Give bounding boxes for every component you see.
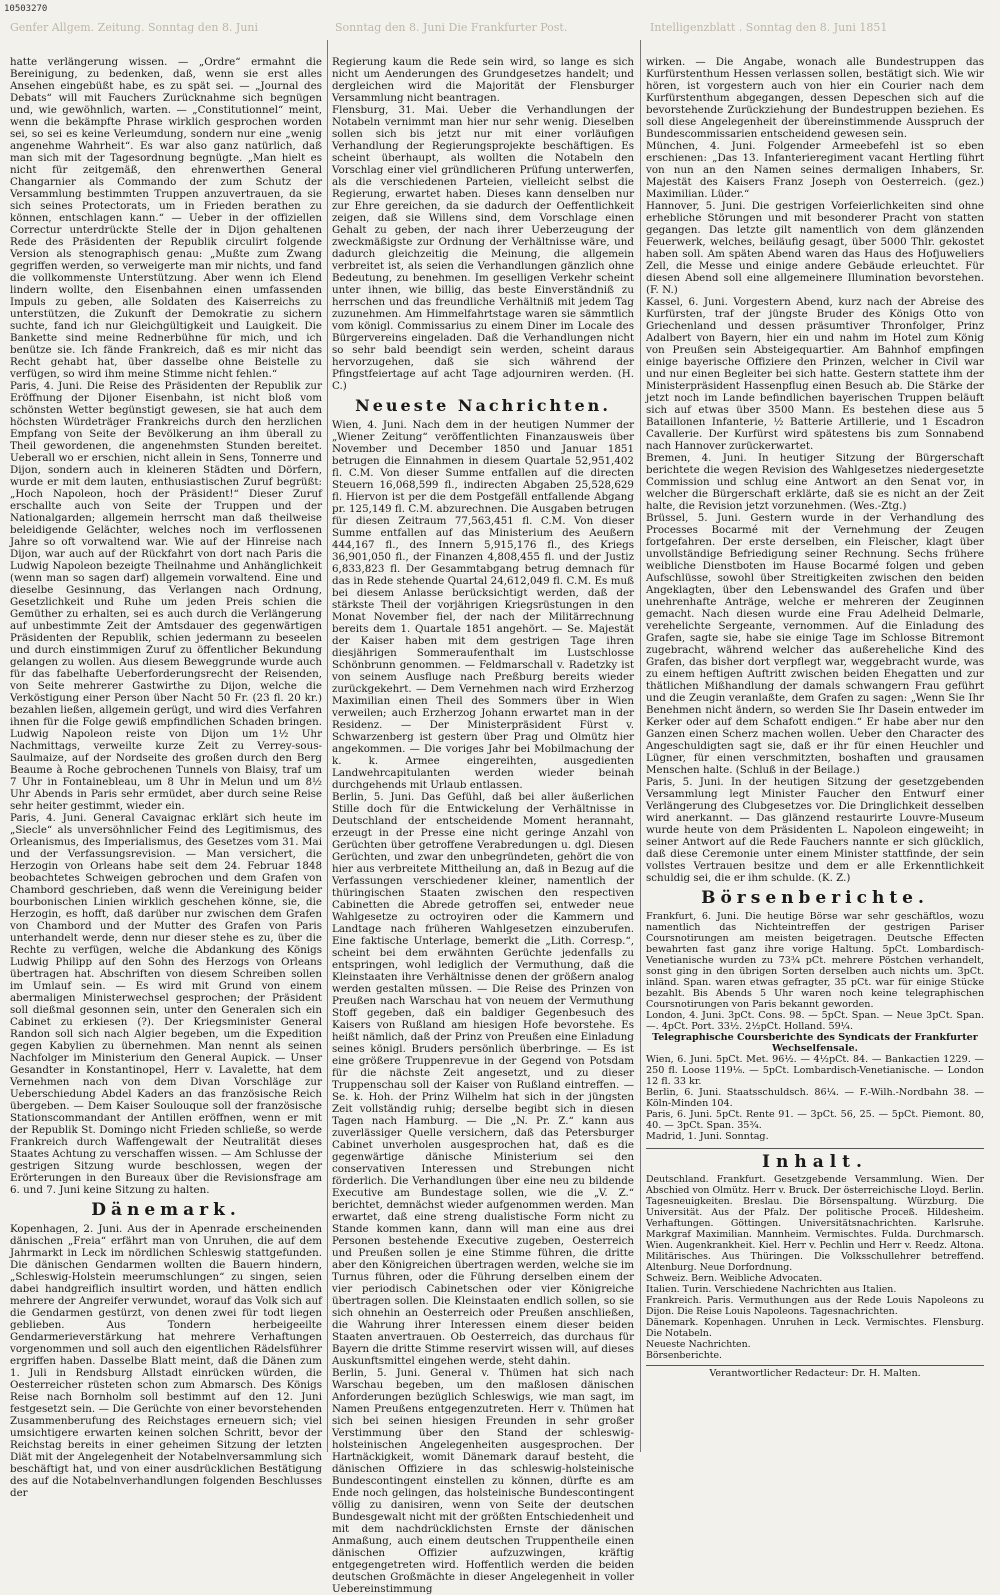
responsible-editor: Verantwortlicher Redacteur: Dr. H. Malten. — [646, 1365, 984, 1380]
toc-entry: Deutschland. Frankfurt. Gesetzgebende Versammlung. Wien. Der Abschied von Olmütz. Herr v. Bruck. Der österreichische Lloyd. Berlin. Tagesneuigkeiten. Breslau. Die Börsenspaltung. Würzburg. Die Universität. Aus der Pfalz. Der politische Proceß. Hildesheim. Verhaftungen. Göttingen. Universitätsnachrichten. Karlsruhe. Markgraf Maximilian. Mannheim. Vermischtes. Fulda. Durchmarsch. Wien. Augenkrankheit. Kiel. Herr v. Pechlin und Herr v. Reedz. Altona. Militärisches. Aus Thüringen. Die Volksschullehrer betreffend. Altenburg. Neue Dorfordnung. — [646, 1174, 984, 1273]
bourse-entry: Wien, 6. Juni. 5pCt. Met. 96½. — 4½pCt. 84. — Bankactien 1229. — 250 fl. Loose 119⅛. — 5pCt. Lombardisch-Venetianische. — London 12 fl. 33 kr. — [646, 1054, 984, 1087]
article-paragraph: Paris, 4. Juni. Die Reise des Präsidenten der Republik zur Eröffnung der Dijoner Eisenbahn, ist nicht bloß vom schönsten Wetter begünstigt gewesen, sie hat auch dem höchsten Würdeträger Frankreichs durch den herzlichen Empfang von Seite der Bevölkerung an ihm überall zu Theil gewordenen, die angenehmsten Stunden bereitet. Ueberall wo er erschien, nicht allein in Sens, Tonnerre und Dijon, sondern auch in kleineren Städten und Dörfern, wurde er mit dem lauten, enthusiastischen Zuruf begrüßt: „Hoch Napoleon, hoch der Präsident!“ Dieser Zuruf erschallte auch von Seite der Truppen und der Nationalgarden; allgemein herrscht man daß theilweise beleidigende Gelächter, welches noch im verflossenen Jahre so oft vorwaltend war. Wie auf der Hinreise nach Dijon, war auch auf der Rückfahrt von dort nach Paris die Ludwig Napoleon bezeigte Theilnahme und Anhänglichkeit (wenn man so sagen darf) allgemein vorwaltend. Eine und dieselbe Gesinnung, das Verlangen nach Ordnung, Gesetzlichkeit und Ruhe um jeden Preis schien die Gemüther zu erhalten, sei es auch durch die Verlängerung auf unbestimmte Zeit der Amtsdauer des gegenwärtigen Präsidenten der Republik, schien jedermann zu beseelen und durch einstimmigen Zuruf zu öffentlicher Bekundung gelangen zu wollen. Aus diesem Beweggrunde wurde auch für das fabelhafte Ueberforderungsrecht der Reisenden, von Seite mehrerer Gastwirthe zu Dijon, welche die Verköstigung einer Person über Nacht 50 Fr. (23 fl. 20 kr.) bezahlen ließen, allgemein gerügt, und wird dies Verfahren ihnen für die Folge gewiß empfindlichen Schaden bringen. Ludwig Napoleon reiste von Dijon um 1½ Uhr Nachmittags, verweilte kurze Zeit zu Verrey-sous-Saulmaize, auf der Nordseite des großen durch den Berg Beaume à Roche gebrochenen Tunnels von Blaisy, traf um 7 Uhr in Fontainebleau, um 8 Uhr in Melun und um 8½ Uhr Abends in Paris sehr ermüdet, aber durch seine Reise sehr heiter gestimmt, wieder ein. — [10, 380, 322, 812]
section-heading-neueste-nachrichten: Neueste Nachrichten. — [355, 396, 611, 415]
column-rule — [327, 40, 328, 1452]
bourse-reports — [646, 911, 984, 1142]
article-paragraph: hatte verlängerung wissen. — „Ordre“ ermahnt die Bereinigung, zu bedenken, daß, wenn sie erst alles Ansehen eingebüßt habe, es zu spät sei. — „Journal des Debats“ will mit Fauchers Zurücknahme sich begnügen und, wie gewöhnlich, warten. — „Constitutionnel“ meint, wenn die bekämpfte Phrase wirklich gesprochen worden sei, so sei es keine Verleumdung, sondern nur eine „wenig angenehme Wahrheit“. Es war also ganz natürlich, daß man sich mit der Tagesordnung begnügte. „Man hielt es nicht für zeitgemäß, den ehrenwerthen General Changarnier als Commando der zum Schutz der Versammlung bestimmten Truppen anzuvertrauen, da sie sich seines Protectorats, um in Frieden berathen zu können, entschlagen kann.“ — Ueber in der offiziellen Correctur unterdrückte Stelle der in Dijon gehaltenen Rede des Präsidenten der Republik circulirt folgende Version als stenographisch genau: „Mußte zum Zwang gegriffen werden, so verweigerte man mir nichts, und fand die vollkommenste Unterstützung. Aber wenn ich Elend lindern wollte, den Eisenbahnen einen umfassenden Impuls zu geben, alle Soldaten des Kaiserreichs zu unterstützen, die Zukunft der Demokratie zu sichern suchte, fand ich nur Gleichgültigkeit und Lauigkeit. Die Bankette sind meine Rednerbühne für mich, und ich benütze sie. Ich fände Frankreich, daß es mir nicht das Recht gehabt hat, über dasselbe ohne Beistelle zu verfügen, so wird ihm meine Stimme nicht fehlen.“ — [10, 56, 322, 380]
column-rule — [640, 40, 641, 1452]
toc-entry: Dänemark. Kopenhagen. Unruhen in Leck. Vermischtes. Flensburg. Die Notabeln. — [646, 1317, 984, 1339]
column-3 — [646, 56, 984, 1452]
section-heading-boersenberichte: Börsenberichte. — [701, 888, 929, 908]
article-paragraph: Paris, 4. Juni. General Cavaignac erklärt sich heute im „Siecle“ als unversöhnlicher Feind des Legitimismus, des Orleanismus, des Imperialismus, des Gesetzes vom 31. Mai und der Verfassungsrevision. — Man versichert, die Herzogin von Orleans habe seit dem 24. Februar 1848 beobachtetes Schweigen gebrochen und dem Grafen von Chambord geschrieben, daß wenn die Vereinigung beider bourbonischen Linien wirklich geschehen könne, sie, die Herzogin, es hofft, daß darüber nur zwischen dem Grafen von Chambord und der Mutter des Grafen von Paris unterhandelt werde, denn nur dieser stehe es zu, über die Rechte zu verfügen, welche die Abdankung des Königs Ludwig Philipp auf den Sohn des Herzogs von Orleans übertragen hat. Abschriften von diesem Schreiben sollen im Umlauf sein. — Es wird mit Grund von einem abermaligen Ministerwechsel gesprochen; der Präsident soll dießmal gesonnen sein, unter den Generalen sich ein Cabinet zu erkiesen (?). Der Kriegsminister General Randon soll sich nach Algier begeben, um die Expedition gegen Kabylien zu übernehmen. Man nennt als seinen Nachfolger im Ministerium den General Aupick. — Unser Gesandter in Konstantinopel, Herr v. Lavalette, hat dem Vernehmen nach von dem Divan Vorschläge zur Ueberschiedung Abdel Kaders an das französische Reich übergeben. — Dem Kaiser Soulouque soll der französische Stationscommandant der Antillen eröffnen, wenn er mit der Republik St. Domingo nicht Frieden schließe, so werde Frankreich durch Waffengewalt der Neutralität dieses Staates Achtung zu verschaffen wissen. — Am Schlusse der gestrigen Sitzung wurde beschlossen, wegen der Erörterungen in den Bureaux über die Revisionsfrage am 6. und 7. Juni keine Sitzung zu halten. — [10, 812, 322, 1196]
article-paragraph: Bremen, 4. Juni. In heutiger Sitzung der Bürgerschaft berichtete die wegen Revision des Wahlgesetzes niedergesetzte Commission und schlug eine Antwort an den Senat vor, in welcher die Bürgerschaft erklärte, daß sie es nicht an der Zeit halte, die Revision jetzt vorzunehmen. (Wes.-Ztg.) — [646, 452, 984, 512]
toc-entry: Schweiz. Bern. Weibliche Advocaten. — [646, 1273, 823, 1284]
article-paragraph: Berlin, 5. Juni. Das Gefühl, daß bei aller äußerlichen Stille doch für die Entwickelung der Verhältnisse in Deutschland der entscheidende Moment herannaht, erzeugt in der Presse eine nicht geringe Anzahl von Gerüchten über getroffene Verabredungen u. dgl. Diesen Gerüchten, und zwar den unbegründeten, gehört die von hier aus verbreitete Mittheilung an, daß in Bezug auf die Verfassungen verschiedener kleiner, namentlich der thüringischen Staaten zwischen den respectiven Cabinetten die Abrede getroffen sei, entweder neue Wahlgesetze zu octroyiren oder die Kammern und Landtage nach früheren Wahlgesetzen einzuberufen. Eine faktische Unterlage, bemerkt die „Lith. Corresp.“, scheint bei dem erwähnten Gerüchte jedenfalls zu entspringen, wohl lediglich der Vermuthung, daß die Kleinstaaten ihre Verhältnisse denen der größern analog werden gestalten müssen. — Die Reise des Prinzen von Preußen nach Warschau hat von neuem der Vermuthung Stoff gegeben, daß ein baldiger Gegenbesuch des Kaisers von Rußland am hiesigen Hofe bevorstehe. Es heißt nämlich, daß der Prinz von Preußen eine Einladung seines königl. Bruders persönlich überbringe. — Es ist eine größere Truppenrevue in der Gegend von Potsdam für die nächste Zeit angesetzt, und zu dieser Truppenschau soll der Kaiser von Rußland eintreffen. — Se. k. Hoh. der Prinz Wilhelm hat sich in der jüngsten Zeit vollständig ruhig; derselbe begibt sich in diesen Tagen nach Hamburg. — Die „N. Pr. Z.“ kann aus zuverlässiger Quelle versichern, daß das Petersburger Cabinet unverholen ausgesprochen hat, daß es die gegenwärtige dänische Ministerium sei den conservativen Interessen und Strebungen nicht förderlich. Die Verhandlungen über eine neu zu bildende Executive am Bundestage sollen, wie die „V. Z.“ berichtet, demnächst wieder aufgenommen werden. Man erwartet, daß eine streng dualistische Form nicht zu Stande kommen kann, dann will man eine aus drei Personen bestehende Executive zugeben, Oesterreich und Preußen sollen je eine Stimme führen, die dritte aber den Königreichen übertragen werden, welche sie im Turnus führen, oder die Führung derselben einem der vier periodisch Cabinetschen oder vier Königreiche übertragen sollen. Die Kleinstaaten endlich sollen, so sie sich ohnehin an Oesterreich oder Preußen anschließen, die Wahrung ihrer Interessen einem dieser beiden Staaten anvertrauen. Ob Oesterreich, das durchaus für Bayern die dritte Stimme reservirt wissen will, auf dieses Auskunftsmittel eingehen werde, steht dahin. — [332, 791, 634, 1367]
bourse-entry: Madrid, 1. Juni. Sonntag. — [646, 1131, 769, 1142]
bleed-through-header-col3: Intelligenzblatt . Sonntag den 8. Juni 1851 — [650, 21, 888, 34]
table-of-contents — [646, 1174, 984, 1361]
article-paragraph: Wien, 4. Juni. Nach dem in der heutigen Nummer der „Wiener Zeitung“ veröffentlichten Finanzausweis über November und December 1850 und Januar 1851 betrugen die Einnahmen in diesem Quartale 52,951,402 fl. C.M. Von dieser Summe entfallen auf die directen Steuern 16,068,599 fl., indirecten Abgaben 25,528,629 fl. Hiervon ist per die dem Postgefäll entfallende Abgang pr. 125,149 fl. C.M. abzurechnen. Die Ausgaben betrugen für diesen Zeitraum 77,563,451 fl. C.M. Von dieser Summe entfallen auf das Ministerium des Aeußern 444,167 fl., des Innern 5,915,176 fl., des Kriegs 36,901,050 fl., der Finanzen 4,808,455 fl. und der Justiz 6,833,823 fl. Der Gesammtabgang betrug demnach für das in Rede stehende Quartal 24,612,049 fl. C.M. Es muß bei diesem Anlasse berücksichtigt werden, daß der stärkste Theil der vorjährigen Kriegsrüstungen in den Monat November fiel, der nach der Militärrechnung bereits dem 1. Quartale 1851 angehört. — Se. Majestät der Kaiser haben mit dem gestrigen Tage ihren diesjährigen Sommeraufenthalt im Lustschlosse Schönbrunn genommen. — Feldmarschall v. Radetzky ist von seinem Ausfluge nach Preßburg bereits wieder zurückgekehrt. — Dem Vernehmen nach wird Erzherzog Maximilian einen Theil des Sommers über in Wien verweilen; auch Erzherzog Johann erwartet man in der Residenz. — Der Ministerpräsident Fürst v. Schwarzenberg ist gestern über Prag und Olmütz hier angekommen. — Die voriges Jahr bei Mobilmachung der k. k. Armee eingereihten, ausgedienten Landwehrcapitulanten werden wieder beinah durchgehends mit Urlaub entlassen. — [332, 419, 634, 791]
bleed-through-header-col1: Genfer Allgem. Zeitung. Sonntag den 8. Juni — [10, 21, 259, 34]
section-heading-daenemark: Dänemark. — [91, 1200, 241, 1220]
article-paragraph: Regierung kaum die Rede sein wird, so lange es sich nicht um Aenderungen des Grundgesetzes handelt; und dergleichen wird die Majorität der Flensburger Versammlung nicht beantragen. — [332, 56, 634, 104]
bourse-entry: Paris, 6. Juni. 5pCt. Rente 91. — 3pCt. 56, 25. — 5pCt. Piemont. 80, 40. — 3pCt. Span. 35¾. — [646, 1109, 984, 1131]
bourse-entry: Telegraphische Coursberichte des Syndicats der Frankfurter Wechselfensale. — [652, 1032, 978, 1054]
bourse-entry: Berlin, 6. Juni. Staatsschuldsch. 86¼. — F.-Wilh.-Nordbahn 38. — Köln-Minden 104. — [646, 1087, 984, 1109]
toc-entry: Neueste Nachrichten. — [646, 1339, 751, 1350]
article-paragraph: Paris, 5. Juni. In der heutigen Sitzung der gesetzgebenden Versammlung legt Minister Faucher den Entwurf einer Verlängerung des Clubgesetzes vor. Die Dringlichkeit desselben wird anerkannt. — Das glänzend restaurirte Louvre-Museum wurde heute von dem Präsidenten L. Napoleon eingeweiht; in seiner Antwort auf die Rede Fauchers nannte er sich glücklich, daß diese Ceremonie unter einem Minister stattfinde, der sein vollstes Vertrauen besitze und dem er alle Erkenntlichkeit schuldig sei, die er ihm schulde. (K. Z.) — [646, 776, 984, 884]
article-paragraph: Brüssel, 5. Juni. Gestern wurde in der Verhandlung des Processes Bocarmé mit der Vernehmung der Zeugen fortgefahren. Der erste derselben, ein Fleischer, klagt über unvollständige Befriedigung seiner Rechnung. Sechs frühere weibliche Dienstboten im Hause Bocarmé folgen und geben Aufschlüsse, sowohl über Streitigkeiten zwischen den beiden Angeklagten, über den Lebenswandel des Grafen und über unehrenhafte Anträge, welche er mehreren der Zeuginnen gemacht. Nach diesen wurde eine Frau Adelheid Delmarle, verehelichte Sergeante, vernommen. Auf die Einladung des Grafen, sagte sie, habe sie einige Tage im Schlosse Bitremont zugebracht, während welcher das außereheliche Kind des Grafen, das bisher dort verpflegt war, weggebracht wurde, was zu einem heftigen Auftritt zwischen beiden Ehegatten und zur thätlichen Mißhandlung der damals schwangern Frau geführt und die Zeugin veranlaßte, dem Grafen zu sagen: „Wenn Sie Ihr Benehmen nicht ändern, so werden Sie Ihr Dasein entweder im Kerker oder auf dem Schafott endigen.“ Er habe aber nur den Ganzen einen Scherz machen wollen. Ueber den Character des Angeschuldigten sagt sie, daß er ihr für einen Heuchler und Lügner, für einen verschmitzten, boshaften und grausamen Menschen halte. (Schluß in der Beilage.) — [646, 512, 984, 776]
article-paragraph: Hannover, 5. Juni. Die gestrigen Vorfeierlichkeiten sind ohne erhebliche Störungen und mit besonderer Pracht von statten gegangen. Das letzte gilt namentlich von dem glänzenden Feuerwerk, welches, beiläufig gesagt, über 5000 Thlr. gekostet haben soll. Am späten Abend waren das Haus des Hofjuweliers Zell, die Messe und einige andere Gebäude erleuchtet. Für diesen Abend soll eine allgemeinere Illumination bevorstehen. (F. N.) — [646, 200, 984, 296]
toc-entry: Frankreich. Paris. Vermuthungen aus der Rede Louis Napoleons zu Dijon. Die Reise Louis Napoleons. Tagesnachrichten. — [646, 1295, 984, 1317]
column-1 — [10, 56, 322, 1499]
article-paragraph: wirken. — Die Angabe, wonach alle Bundestruppen das Kurfürstenthum Hessen verlassen sollen, bestätigt sich. Wie wir hören, ist vorgestern auch von hier ein Courier nach dem Kurfürstenthum abgegangen, dessen Depeschen sich auf die bevorstehende Zurückziehung der Bundestruppen beziehen. Es soll diese Angelegenheit der übereinstimmende Ausspruch der Bundescommissarien entscheidend gewesen sein. — [646, 56, 984, 140]
article-paragraph: Flensburg, 31. Mai. Ueber die Verhandlungen der Notabeln vernimmt man hier nur sehr wenig. Dieselben sollen sich bis jetzt nur mit einer vorläufigen Verhandlung der Regierungsprojekte beschäftigen. Es scheint überhaupt, als wollten die Notabeln den Vorschlag einer viel gründlicheren Prüfung unterwerfen, als die verschiedenen Parteien, vielleicht selbst die Regierung, erwartet haben. Dieses kann denselben nur zur Ehre gereichen, da sie dadurch der Oeffentlichkeit zeigen, daß sie Willens sind, dem Vorschlage einen Gehalt zu geben, der nach ihrer Ueberzeugung der zweckmäßigste zur Ordnung der Verhältnisse wäre, und dadurch gleichzeitig die Meinung, die allgemein verbreitet ist, als seien die Verhandlungen gänzlich ohne Bedeutung, zu benehmen. Im geselligen Verkehr scheint unter ihnen, wie billig, das beste Einverständniß zu herrschen und das freundliche Verhältniß mit jedem Tag zuzunehmen. Am Himmelfahrtstage waren sie sämmtlich vom königl. Commissarius zu einem Diner im Locale des Bürgervereins eingeladen. Daß die Verhandlungen nicht so sehr bald beendigt sein werden, scheint daraus hervorzugehen, daß sie sich während der Pfingstfeiertage auf acht Tage adjourniren werden. (H. C.) — [332, 104, 634, 392]
bourse-entry: London, 4. Juni. 3pCt. Cons. 98. — 5pCt. Span. — Neue 3pCt. Span. —. 4pCt. Port. 33½. 2½pCt. Holland. 59¼. — [646, 1010, 984, 1032]
catalog-id: 10503270 — [4, 4, 48, 14]
toc-entry: Italien. Turin. Verschiedene Nachrichten aus Italien. — [646, 1284, 897, 1295]
article-paragraph: Kassel, 6. Juni. Vorgestern Abend, kurz nach der Abreise des Kurfürsten, traf der jüngste Bruder des Königs Otto von Griechenland und dessen präsumtiver Thronfolger, Prinz Adalbert von Bayern, hier ein und nahm im Hotel zum König von Preußen sein Absteigequartier. Am Bahnhof empfingen einige bayerische Offiziere den Prinzen, welcher in Civil war und nur einen Begleiter bei sich hatte. Gestern stattete ihm der Ministerpräsident Hassenpflug einen Besuch ab. Die Stärke der jetzt noch im Lande befindlichen bayerischen Truppen beläuft sich auf etwas über 3500 Mann. Es bestehen diese aus 5 Bataillonen Infanterie, ½ Batterie Artillerie, und 1 Escadron Cavallerie. Der Kurfürst wird spätestens bis zum Sonnabend nach Hannover zurückerwartet. — [646, 296, 984, 452]
column-2 — [332, 56, 634, 1595]
section-heading-inhalt: Inhalt. — [646, 1148, 984, 1172]
article-paragraph: Kopenhagen, 2. Juni. Aus der in Apenrade erscheinenden dänischen „Freia“ erfährt man von Unruhen, die auf dem Jahrmarkt in Leck im nördlichen Schleswig stattgefunden. Die dänischen Gendarmen wollten die Bauern hindern, „Schleswig-Holstein meerumschlungen“ zu singen, seien dabei handgreiflich insultirt worden, und hätten endlich mehrere der Angreifer verwundet, worauf das Volk sich auf die Gendarmen gestürzt, von denen zwei für todt liegen geblieben. Aus Tondern herbeigeeilte Gendarmerieverstärkung hat mehrere Verhaftungen vorgenommen und soll auch den eigentlichen Rädelsführer ergriffen haben. Dasselbe Blatt meint, daß die Dänen zum 1. Juli in Rendsburg Allstadt einrücken würden, die Oesterreicher rüsteten schon zum Abmarsch. Des Königs Reise nach Bornholm soll bestimmt auf den 12. Juni festgesetzt sein. — Die Gerüchte von einer bevorstehenden Zusammenberufung des Reichstages erneuern sich; viel umsichtigere erwarten keinen solchen Schritt, bevor der Reichstag bereits in einer geheimen Sitzung der letzten Diät mit der Angelegenheit der Notabelnversammlung sich beschäftigt hat, und von einer ausdrücklichen Bestätigung des auf die Notabelnverhandlungen folgenden Beschlusses der — [10, 1223, 322, 1499]
bourse-entry: Frankfurt, 6. Juni. Die heutige Börse war sehr geschäftlos, wozu namentlich das Nichteintreffen der gestrigen Pariser Coursnotirungen am meisten beigetragen. Deutsche Effecten bewahrten fast ganz ihre vorige Haltung. 5pCt. Lombardisch-Venetianische wurden zu 73¾ pCt. mehrere Pöstchen verhandelt, sonst ging in den übrigen Sorten derselben auch nichts um. 3pCt. inländ. Span. waren etwas gefragter, 35 pCt. war für einige Stücke bezahlt. Bis Abends 5 Uhr waren noch keine telegraphischen Coursnotirungen von Paris bekannt geworden. — [646, 911, 984, 1010]
article-paragraph: Berlin, 5. Juni. General v. Thümen hat sich nach Warschau begeben, um den maßlosen dänischen Anforderungen bezüglich Schleswigs, wie man sagt, im Namen Preußens entgegenzutreten. Herr v. Thümen hat sich bei seinen hiesigen Freunden in sehr großer Verstimmung über den Stand der schleswig-holsteinischen Angelegenheiten ausgesprochen. Der Hartnäckigkeit, womit Dänemark darauf besteht, die dänischen Offiziere in das schleswig-holsteinische Bundescontingent einstellen zu können, dürfte es am Ende noch gelingen, das holsteinische Bundescontingent völlig zu danisiren, wenn von Seite der deutschen Bundesgewalt nicht mit der größten Entschiedenheit und mit dem nachdrücklichsten Ernste der dänischen Anmaßung, auch einem deutschen Truppentheile einen dänischen Offizier aufzuzwingen, kräftig entgegengetreten wird. Hoffentlich werden die beiden deutschen Großmächte in dieser Angelegenheit in voller Uebereinstimmung — [332, 1367, 634, 1595]
bleed-through-header-col2: Sonntag den 8. Juni Die Frankfurter Post. — [335, 21, 568, 34]
toc-entry: Börsenberichte. — [646, 1350, 723, 1361]
article-paragraph: München, 4. Juni. Folgender Armeebefehl ist so eben erschienen: „Das 13. Infanterieregiment vacant Hertling führt von nun an den Namen seines dermaligen Inhabers, Sr. Majestät des Kaisers Franz Joseph von Oesterreich. (gez.) Maximilian. Lüder.“ — [646, 140, 984, 200]
